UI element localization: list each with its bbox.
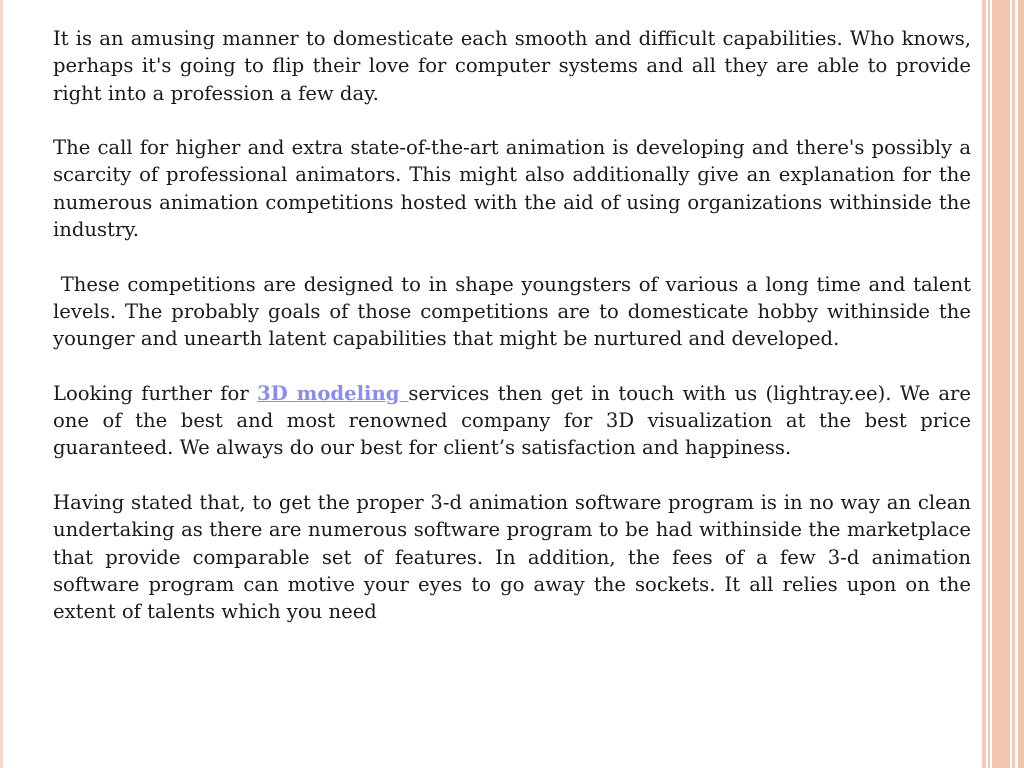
paragraph-4-rest: services then get in touch with us (lightray.ee). We are one of the best and most renowned company for 3D visualization at the best price guaranteed. We always do our best for client’s satisfaction and happiness. (53, 381, 971, 460)
left-border-decoration (0, 0, 3, 768)
stripe (992, 0, 1010, 768)
paragraph-1: It is an amusing manner to domesticate each smooth and difficult capabilities. Who knows, perhaps it's going to flip their love for computer systems and all they are able to provide right into a profession a few day. (53, 27, 971, 105)
3d-modeling-link[interactable]: 3D modeling (257, 381, 409, 405)
slide-body (53, 25, 971, 653)
stripe (982, 0, 986, 768)
right-stripe-decoration (982, 0, 1024, 768)
paragraph-4 (53, 380, 971, 462)
paragraph-5: Having stated that, to get the proper 3-d animation software program is in no way an clean undertaking as there are numerous software program to be had withinside the marketplace that provide comparable set of features. In addition, the fees of a few 3-d animation software program can motive your eyes to go away the sockets. It all relies upon on the extent of talents which you need (53, 491, 971, 624)
paragraph-3: These competitions are designed to in shape youngsters of various a long time and talent levels. The probably goals of those competitions are to domesticate hobby withinside the younger and unearth latent capabilities that might be nurtured and developed. (53, 272, 971, 351)
paragraph-2: The call for higher and extra state-of-the-art animation is developing and there's possibly a scarcity of professional animators. This might also additionally give an explanation for the numerous animation competitions hosted with the aid of using organizations withinside the industry. (53, 136, 971, 242)
stripe (988, 0, 990, 768)
stripe (1018, 0, 1024, 768)
paragraph-4-lead: Looking further for (53, 381, 258, 405)
stripe (1012, 0, 1015, 768)
